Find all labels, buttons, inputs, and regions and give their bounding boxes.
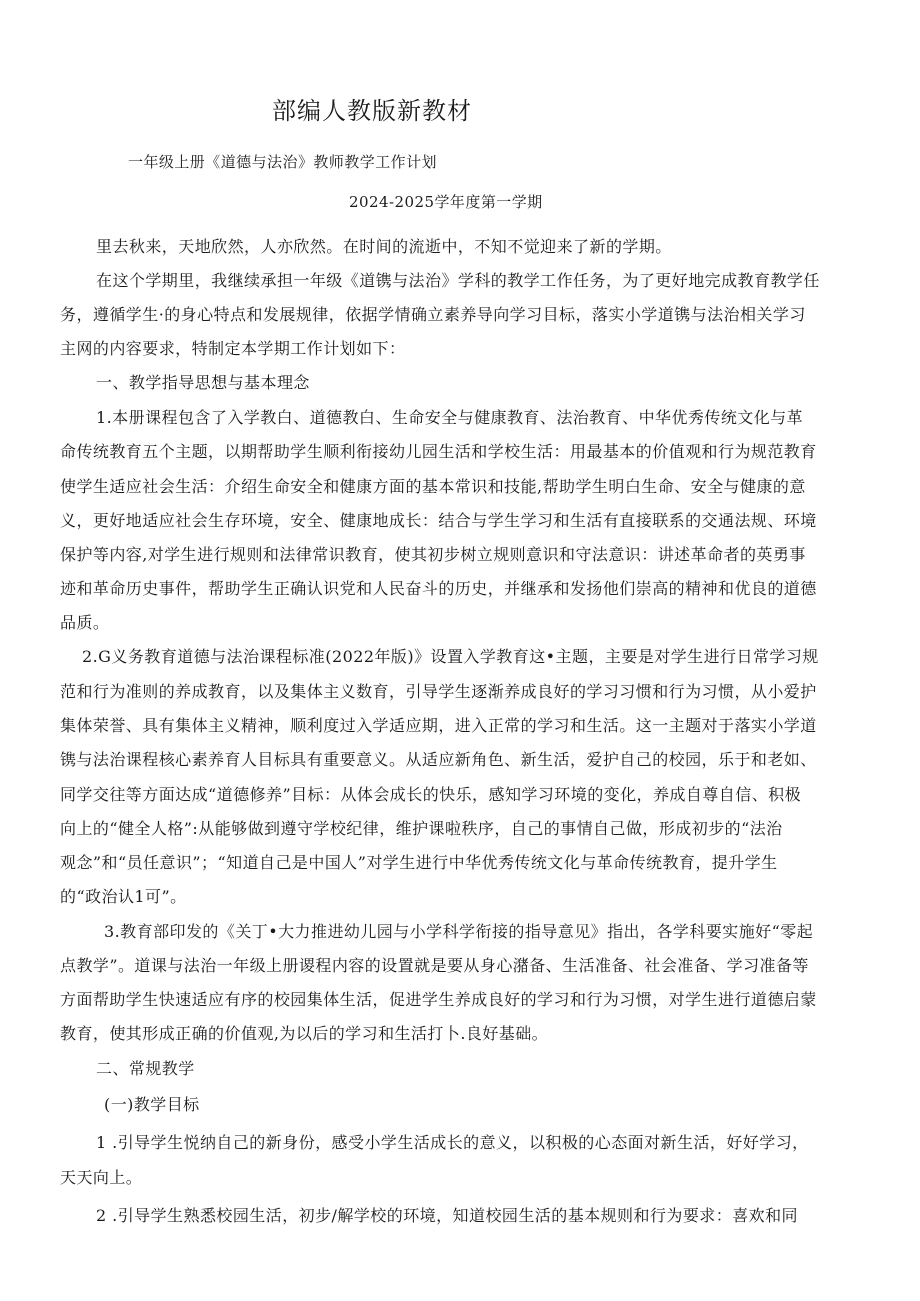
body-line: 在这个学期里，我继续承担一年级《道镌与法治》学科的教学工作任务，为了更好地完成教育教学任: [96, 271, 820, 290]
body-line: 命传统教育五个主题，以期帮助学生顺利衔接幼儿园生活和学校生活：用最基本的价值观和行为规范教育: [60, 442, 817, 461]
body-line: 观念”和“员任意识”；“知道自己是中国人”对学生进行中华优秀传统文化与革命传统教育，提升学生: [60, 853, 778, 872]
body-line: 1.本册课程包含了入学教白、道德教白、生命安全与健康教育、法治教育、中华优秀传统文化与革: [96, 408, 804, 427]
body-line: 教育，使其形成正确的价值观,为以后的学习和生活打卜.良好基础。: [60, 1024, 549, 1043]
term-label: 2024-2025学年度第一学期: [349, 193, 543, 211]
body-line: 范和行为准则的养成教育，以及集体主义数育，引导学生逐渐养成良好的学习习惯和行为习惯，从小爱护: [60, 682, 817, 701]
document-title: 部编人教版新教材: [272, 97, 472, 125]
body-line: 2.G义务教育道德与法治课程标准(2022年版)》设置入学教育这•主题，主要是对学生进行日常学习规: [82, 647, 819, 666]
body-line: 的“政治认1可”。: [60, 887, 187, 906]
body-line: 里去秋来，天地欣然，人亦欣然。在时间的流逝中，不知不觉迎来了新的学期。: [96, 237, 672, 256]
body-line: 镌与法治课程核心素养育人目标具有重要意义。从适应新角色、新生活，爱护自己的校园，乐于和老如、: [60, 750, 817, 769]
body-line: 向上的“健全人格”:从能够做到遵守学校纪律，维护课啦秩序，自己的事情自己做，形成初步的“法治: [60, 819, 783, 838]
body-line: 方面帮助学生快速适应有序的校园集体生活，促进学生养成良好的学习和行为习惯，对学生进行道德启蒙: [60, 990, 817, 1009]
body-line: 同学交往等方面达成“道德修养”目标：从体会成长的快乐，感知学习环境的变化，养成自尊自信、积极: [60, 785, 802, 804]
body-line: 使学生适应社会生活：介绍生命安全和健康方面的基本常识和技能,帮助学生明白生命、安全与健康的意: [60, 477, 806, 496]
body-line: 品质。: [60, 613, 110, 632]
body-line: 务，遵循学生·的身心特点和发展规律，依据学情确立素养导向学习目标，落实小学道镌与法治相关学习: [60, 305, 806, 324]
body-line: 天天向上。: [60, 1168, 143, 1187]
subsection-heading: (一)教学目标: [104, 1095, 200, 1114]
body-line: 2 .引导学生熟悉校园生活，初步/解学校的环境，知道校园生活的基本规则和行为要求：喜欢和同: [96, 1206, 798, 1225]
body-line: 集体荣誉、具有集体主义精神，顺利度过入学适应期，进入正常的学习和生活。这一主题对于落实小学道: [60, 716, 817, 735]
body-line: 义，更好地适应社会生存环境，安全、健康地成长：结合与学生学习和生活有直接联系的交通法规、环境: [60, 511, 817, 530]
body-line: 3.教育部印发的《关丁•大力推进幼儿园与小学科学衔接的指导意见》指出，各学科要实施好“零起: [104, 922, 814, 941]
body-line: 主网的内容要求，特制定本学期工作计划如下：: [60, 339, 406, 358]
body-line: 迹和革命历史事件，帮助学生正确认识党和人民奋斗的历史，并继承和发扬他们崇高的精神和优良的道德: [60, 579, 817, 598]
document-subtitle: 一年级上册《道德与法治》教师教学工作计划: [128, 153, 438, 171]
body-line: 点教学”。道课与法治一年级上册谡程内容的设置就是要从身心潴备、生活准备、社会准备、学习准备等: [60, 956, 809, 975]
body-line: 1 .引导学生悦纳自己的新身份，感受小学生活成长的意义，以积极的心态面对新生活，好好学习，: [96, 1133, 809, 1152]
section-heading: 一、教学指导思想与基本理念: [96, 373, 310, 392]
body-line: 保护等内容,对学生进行规则和法律常识教育，使其初步树立规则意识和守法意识：讲述革命者的英勇事: [60, 545, 806, 564]
section-heading: 二、常规教学: [96, 1059, 195, 1078]
